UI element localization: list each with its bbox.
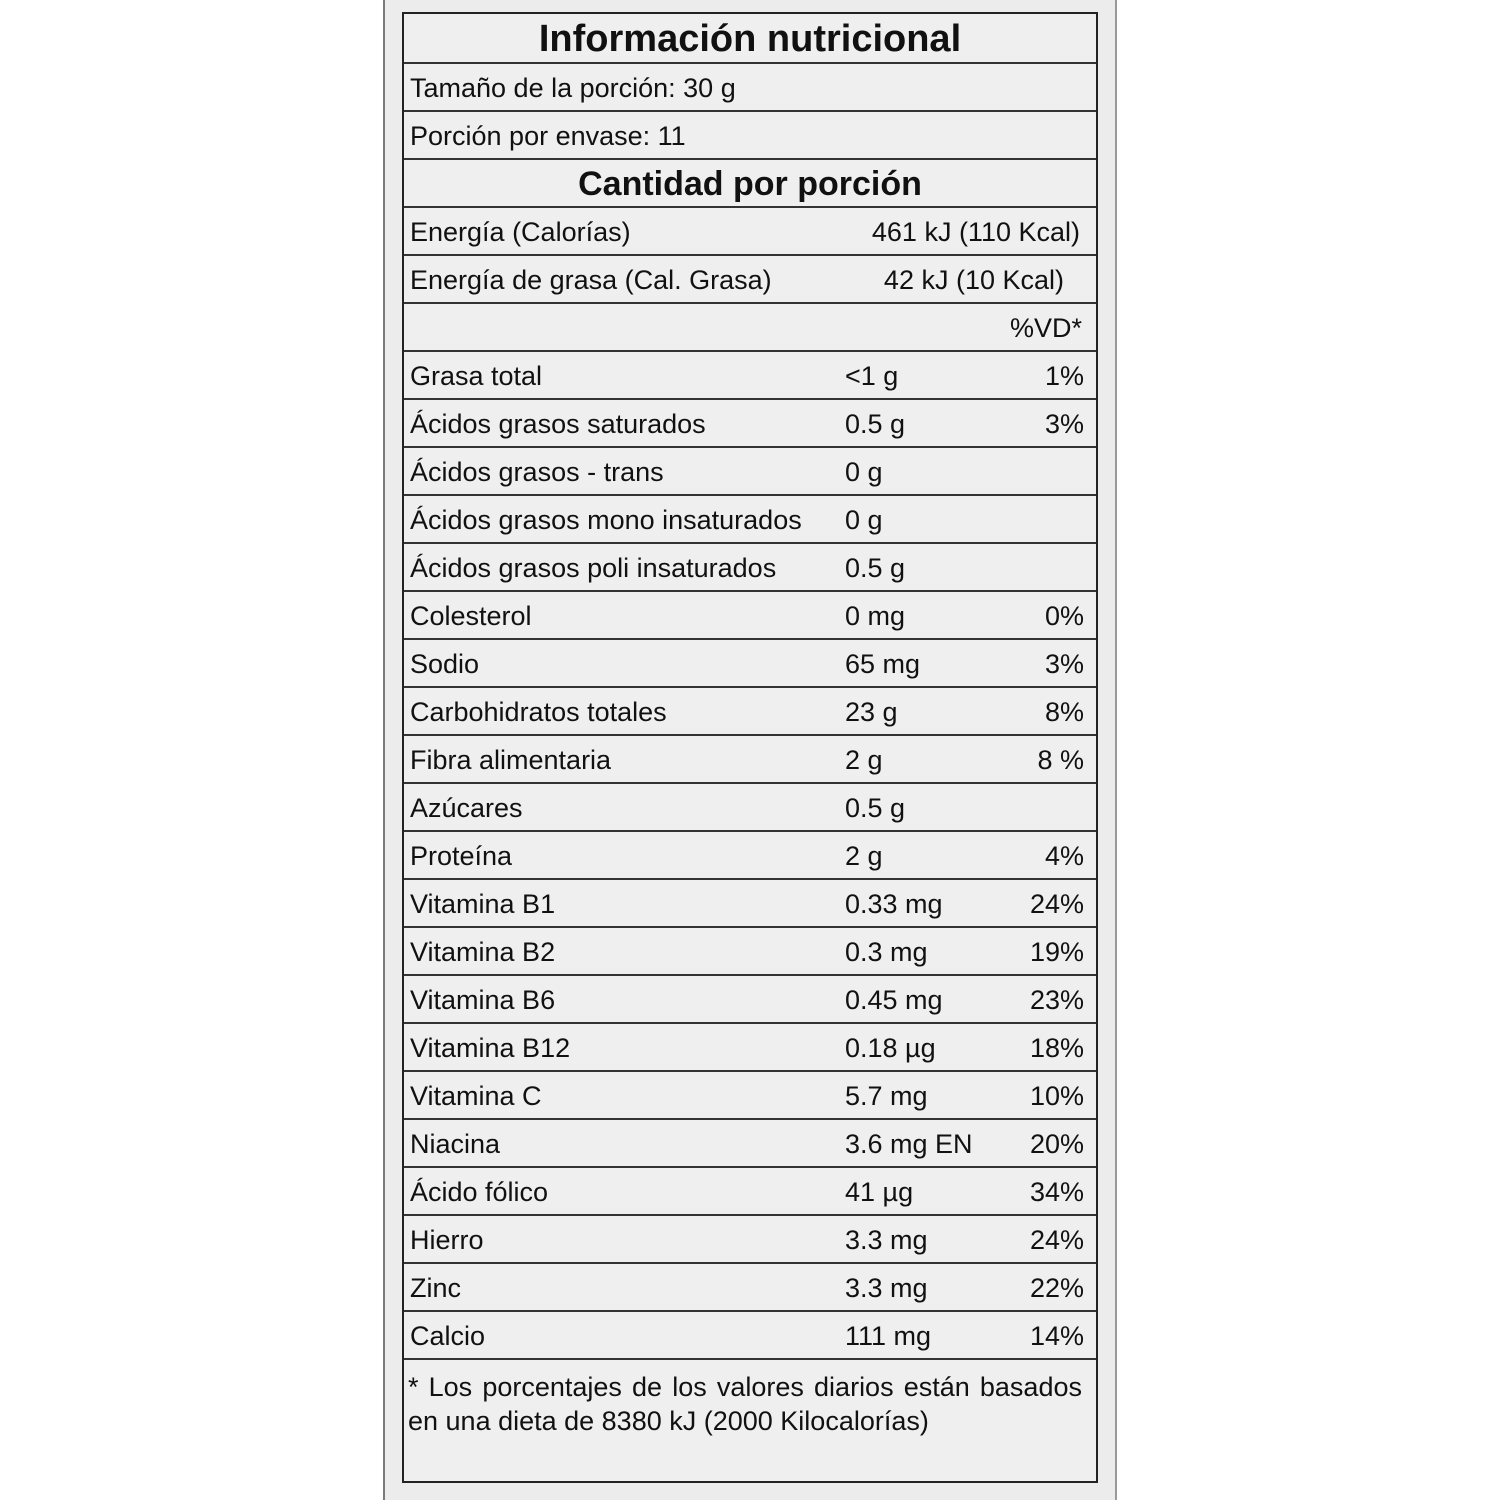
nutrient-daily-value: 8% [1044, 697, 1084, 727]
nutrient-name: Colesterol [410, 601, 532, 631]
nutrient-row [404, 832, 1096, 880]
servings-per-container: Porción por envase: 11 [410, 121, 686, 151]
nutrient-row [404, 640, 1096, 688]
nutrient-daily-value: 3% [1044, 409, 1084, 439]
nutrient-name: Fibra alimentaria [410, 745, 612, 775]
footnote: * Los porcentajes de los valores diarios están basados en una dieta de 8380 kJ (2000 Kilocalorías) [408, 1372, 1082, 1436]
energy-fat-row [404, 256, 1096, 304]
nutrient-row [404, 592, 1096, 640]
nutrient-row [404, 736, 1096, 784]
nutrient-amount: 65 mg [845, 649, 921, 679]
nutrient-amount: 0 mg [845, 601, 906, 631]
nutrient-name: Carbohidratos totales [410, 697, 667, 727]
servings-per-container-row [404, 112, 1096, 160]
panel-title: Información nutricional [404, 14, 1096, 64]
nutrient-row [404, 1264, 1096, 1312]
nutrient-amount: 23 g [845, 697, 898, 727]
nutrient-name: Ácidos grasos poli insaturados [410, 553, 777, 583]
nutrient-name: Vitamina C [410, 1081, 542, 1111]
nutrient-row [404, 1024, 1096, 1072]
nutrient-name: Vitamina B6 [410, 985, 556, 1015]
nutrient-amount: 0.5 g [845, 409, 906, 439]
nutrient-name: Vitamina B12 [410, 1033, 571, 1063]
energy-label: Energía (Calorías) [410, 217, 631, 247]
serving-size-row [404, 64, 1096, 112]
nutrient-amount: 41 µg [845, 1177, 914, 1207]
nutrient-amount: 111 mg [845, 1321, 932, 1351]
nutrient-daily-value: 18% [1029, 1033, 1084, 1063]
nutrient-row [404, 880, 1096, 928]
nutrient-row [404, 688, 1096, 736]
energy-fat-label: Energía de grasa (Cal. Grasa) [410, 265, 772, 295]
nutrient-amount: 0 g [845, 505, 883, 535]
serving-size: Tamaño de la porción: 30 g [410, 73, 736, 103]
nutrient-amount: 0.5 g [845, 793, 906, 823]
nutrition-facts-panel [402, 12, 1098, 1483]
nutrient-amount: 0.3 mg [845, 937, 928, 967]
nutrient-daily-value: 14% [1029, 1321, 1084, 1351]
nutrient-daily-value: 8 % [1037, 745, 1084, 775]
nutrient-name: Vitamina B2 [410, 937, 556, 967]
nutrient-name: Ácidos grasos mono insaturados [410, 505, 802, 535]
nutrient-name: Sodio [410, 649, 480, 679]
nutrient-row [404, 1120, 1096, 1168]
nutrient-amount: <1 g [845, 361, 899, 391]
nutrient-daily-value: 0% [1044, 601, 1084, 631]
nutrient-amount: 3.6 mg EN [845, 1129, 973, 1159]
nutrient-name: Ácidos grasos - trans [410, 457, 664, 487]
nutrient-name: Calcio [410, 1321, 486, 1351]
nutrient-daily-value: 10% [1029, 1081, 1084, 1111]
energy-fat-value: 42 kJ (10 Kcal) [883, 265, 1064, 295]
nutrient-amount: 0.33 mg [845, 889, 943, 919]
nutrient-amount: 5.7 mg [845, 1081, 928, 1111]
nutrient-row [404, 496, 1096, 544]
nutrient-daily-value: 20% [1029, 1129, 1084, 1159]
nutrient-daily-value: 19% [1029, 937, 1084, 967]
nutrient-amount: 3.3 mg [845, 1225, 928, 1255]
nutrient-amount: 0.5 g [845, 553, 906, 583]
nutrient-amount: 0.45 mg [845, 985, 943, 1015]
amount-per-serving-heading: Cantidad por porción [404, 160, 1096, 208]
nutrient-name: Proteína [410, 841, 513, 871]
nutrient-amount: 2 g [845, 841, 883, 871]
nutrient-daily-value: 1% [1044, 361, 1084, 391]
daily-value-header-row [404, 304, 1096, 352]
nutrient-daily-value: 3% [1044, 649, 1084, 679]
nutrient-amount: 0 g [845, 457, 883, 487]
nutrient-name: Grasa total [410, 361, 543, 391]
nutrient-daily-value: 24% [1029, 1225, 1084, 1255]
nutrient-table [404, 352, 1096, 1360]
nutrient-row [404, 928, 1096, 976]
nutrient-name: Zinc [410, 1273, 462, 1303]
energy-value: 461 kJ (110 Kcal) [871, 217, 1080, 247]
nutrient-row [404, 448, 1096, 496]
nutrient-row [404, 352, 1096, 400]
nutrient-row [404, 544, 1096, 592]
nutrient-daily-value: 34% [1029, 1177, 1084, 1207]
nutrient-name: Ácido fólico [410, 1177, 549, 1207]
nutrient-name: Niacina [410, 1129, 501, 1159]
nutrient-name: Hierro [410, 1225, 484, 1255]
energy-row [404, 208, 1096, 256]
nutrient-row [404, 1072, 1096, 1120]
nutrient-name: Azúcares [410, 793, 523, 823]
nutrient-name: Vitamina B1 [410, 889, 556, 919]
nutrient-row [404, 400, 1096, 448]
nutrient-name: Ácidos grasos saturados [410, 409, 706, 439]
nutrient-row [404, 1312, 1096, 1360]
nutrient-daily-value: 23% [1029, 985, 1084, 1015]
nutrient-amount: 2 g [845, 745, 883, 775]
nutrient-daily-value: 24% [1029, 889, 1084, 919]
nutrient-row [404, 1168, 1096, 1216]
nutrient-daily-value: 4% [1044, 841, 1084, 871]
nutrient-row [404, 976, 1096, 1024]
nutrient-row [404, 1216, 1096, 1264]
nutrient-amount: 0.18 µg [845, 1033, 936, 1063]
nutrient-amount: 3.3 mg [845, 1273, 928, 1303]
daily-value-header: %VD* [1009, 313, 1082, 343]
nutrient-daily-value: 22% [1029, 1273, 1084, 1303]
nutrient-row [404, 784, 1096, 832]
